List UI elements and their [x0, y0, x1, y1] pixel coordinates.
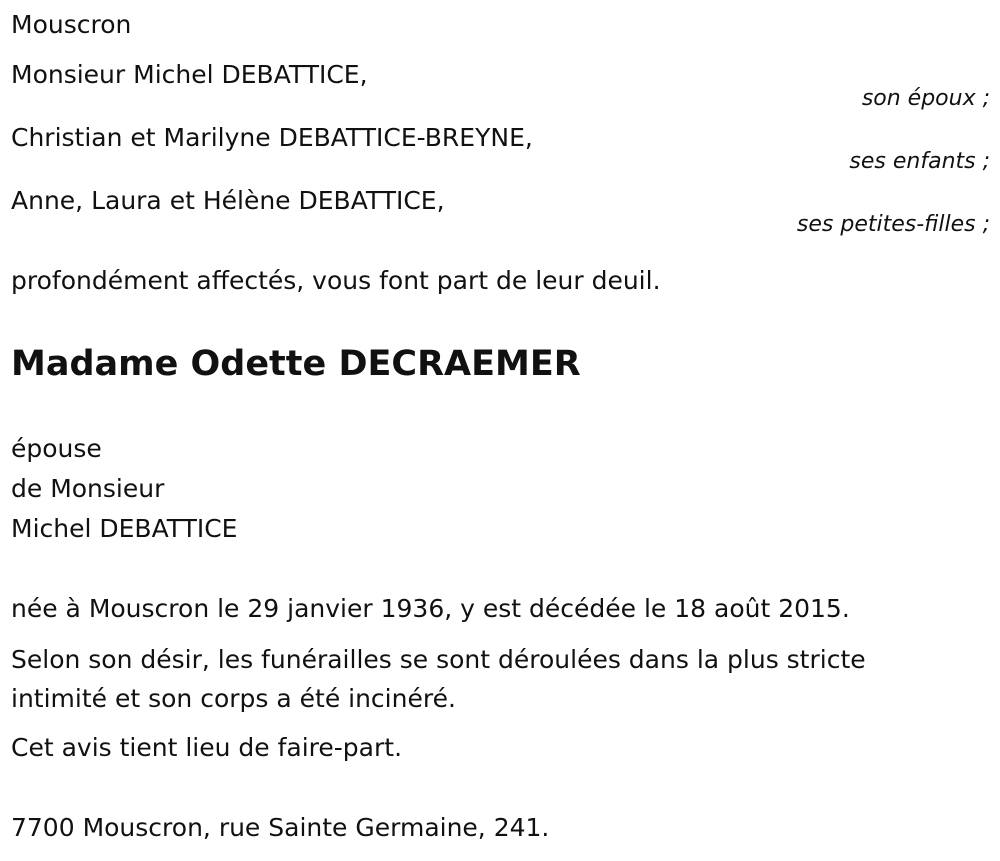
funeral-text-line: Selon son désir, les funérailles se sont déroulées dans la plus stricte [11, 645, 866, 674]
family-member-spouse-role: son époux ; [861, 86, 990, 111]
funeral-text-line: intimité et son corps a été incinéré. [11, 684, 456, 713]
city: Mouscron [11, 10, 132, 39]
birth-death-text: née à Mouscron le 29 janvier 1936, y est décédée le 18 août 2015. [11, 594, 850, 623]
announcement-text: profondément affectés, vous font part de leur deuil. [11, 266, 661, 295]
family-member-grandchildren-role: ses petites-filles ; [796, 212, 990, 237]
spouse-line: épouse [11, 434, 102, 463]
spouse-line: Michel DEBATTICE [11, 514, 238, 543]
family-member-children-name: Christian et Marilyne DEBATTICE-BREYNE, [11, 123, 533, 152]
address: 7700 Mouscron, rue Sainte Germaine, 241. [11, 813, 550, 842]
notice-statement: Cet avis tient lieu de faire-part. [11, 733, 403, 762]
spouse-line: de Monsieur [11, 474, 165, 503]
family-member-children-role: ses enfants ; [849, 149, 990, 174]
deceased-name-heading: Madame Odette DECRAEMER [11, 344, 581, 384]
family-member-grandchildren-name: Anne, Laura et Hélène DEBATTICE, [11, 186, 445, 215]
family-member-spouse-name: Monsieur Michel DEBATTICE, [11, 60, 368, 89]
